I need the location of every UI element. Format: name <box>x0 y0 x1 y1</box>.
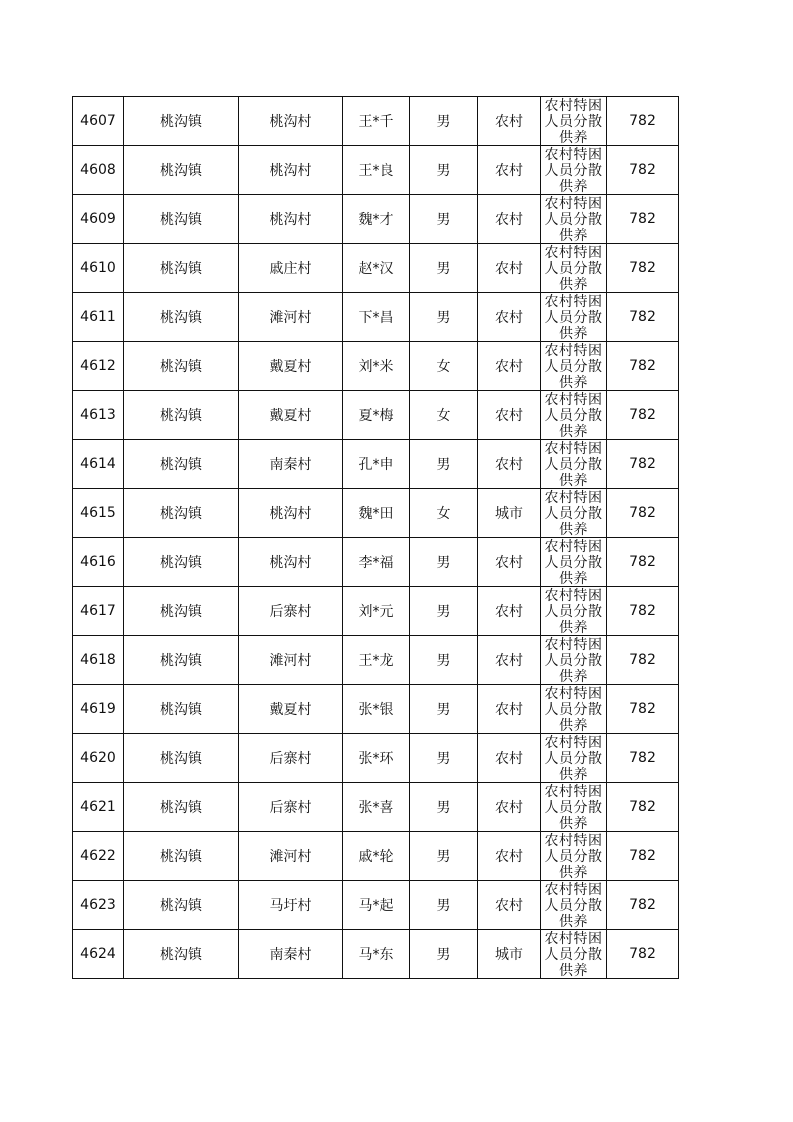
sex-cell: 女 <box>410 342 478 391</box>
village-cell: 戚庄村 <box>239 244 343 293</box>
record-id-cell: 4607 <box>73 97 124 146</box>
support-type-cell <box>541 881 607 930</box>
name-cell: 刘*元 <box>343 587 410 636</box>
table-row <box>73 734 679 783</box>
town-cell: 桃沟镇 <box>124 881 239 930</box>
town-cell: 桃沟镇 <box>124 832 239 881</box>
area-cell: 农村 <box>478 685 541 734</box>
town-cell: 桃沟镇 <box>124 146 239 195</box>
support-type-text: 农村特困人员分散供养 <box>544 147 603 194</box>
table-row <box>73 587 679 636</box>
support-type-text: 农村特困人员分散供养 <box>544 931 603 978</box>
support-type-cell <box>541 440 607 489</box>
town-cell: 桃沟镇 <box>124 489 239 538</box>
record-id-cell: 4609 <box>73 195 124 244</box>
town-cell: 桃沟镇 <box>124 734 239 783</box>
village-cell: 桃沟村 <box>239 195 343 244</box>
name-cell: 李*福 <box>343 538 410 587</box>
table-row <box>73 293 679 342</box>
record-id-cell: 4613 <box>73 391 124 440</box>
table-row <box>73 783 679 832</box>
amount-cell: 782 <box>607 195 679 244</box>
table-row <box>73 342 679 391</box>
area-cell: 农村 <box>478 342 541 391</box>
area-cell: 农村 <box>478 734 541 783</box>
table-row <box>73 832 679 881</box>
sex-cell: 男 <box>410 734 478 783</box>
area-cell: 农村 <box>478 832 541 881</box>
area-cell: 农村 <box>478 391 541 440</box>
support-type-text: 农村特困人员分散供养 <box>544 735 603 782</box>
town-cell: 桃沟镇 <box>124 342 239 391</box>
sex-cell: 男 <box>410 97 478 146</box>
town-cell: 桃沟镇 <box>124 783 239 832</box>
support-type-cell <box>541 734 607 783</box>
support-type-text: 农村特困人员分散供养 <box>544 245 603 292</box>
record-id-cell: 4608 <box>73 146 124 195</box>
sex-cell: 男 <box>410 636 478 685</box>
village-cell: 后寨村 <box>239 587 343 636</box>
table-row <box>73 930 679 979</box>
area-cell: 农村 <box>478 783 541 832</box>
name-cell: 马*东 <box>343 930 410 979</box>
support-type-text: 农村特困人员分散供养 <box>544 833 603 880</box>
sex-cell: 男 <box>410 440 478 489</box>
record-id-cell: 4616 <box>73 538 124 587</box>
name-cell: 马*起 <box>343 881 410 930</box>
town-cell: 桃沟镇 <box>124 685 239 734</box>
support-type-cell <box>541 293 607 342</box>
village-cell: 桃沟村 <box>239 538 343 587</box>
village-cell: 南秦村 <box>239 440 343 489</box>
amount-cell: 782 <box>607 244 679 293</box>
area-cell: 农村 <box>478 97 541 146</box>
support-type-text: 农村特困人员分散供养 <box>544 294 603 341</box>
village-cell: 戴夏村 <box>239 391 343 440</box>
name-cell: 戚*轮 <box>343 832 410 881</box>
amount-cell: 782 <box>607 342 679 391</box>
amount-cell: 782 <box>607 832 679 881</box>
record-id-cell: 4620 <box>73 734 124 783</box>
support-type-text: 农村特困人员分散供养 <box>544 490 603 537</box>
support-type-text: 农村特困人员分散供养 <box>544 882 603 929</box>
table-row <box>73 146 679 195</box>
support-type-cell <box>541 391 607 440</box>
support-type-cell <box>541 538 607 587</box>
sex-cell: 男 <box>410 195 478 244</box>
support-type-text: 农村特困人员分散供养 <box>544 637 603 684</box>
sex-cell: 男 <box>410 293 478 342</box>
support-type-cell <box>541 587 607 636</box>
area-cell: 农村 <box>478 538 541 587</box>
sex-cell: 男 <box>410 538 478 587</box>
name-cell: 夏*梅 <box>343 391 410 440</box>
sex-cell: 男 <box>410 930 478 979</box>
sex-cell: 女 <box>410 489 478 538</box>
amount-cell: 782 <box>607 146 679 195</box>
support-type-cell <box>541 783 607 832</box>
table-row <box>73 97 679 146</box>
record-id-cell: 4623 <box>73 881 124 930</box>
amount-cell: 782 <box>607 636 679 685</box>
support-type-cell <box>541 930 607 979</box>
record-id-cell: 4614 <box>73 440 124 489</box>
record-id-cell: 4610 <box>73 244 124 293</box>
name-cell: 张*喜 <box>343 783 410 832</box>
amount-cell: 782 <box>607 440 679 489</box>
town-cell: 桃沟镇 <box>124 244 239 293</box>
name-cell: 下*昌 <box>343 293 410 342</box>
town-cell: 桃沟镇 <box>124 97 239 146</box>
amount-cell: 782 <box>607 587 679 636</box>
village-cell: 滩河村 <box>239 293 343 342</box>
support-type-cell <box>541 146 607 195</box>
sex-cell: 女 <box>410 391 478 440</box>
name-cell: 魏*田 <box>343 489 410 538</box>
table-row <box>73 391 679 440</box>
record-id-cell: 4612 <box>73 342 124 391</box>
record-id-cell: 4617 <box>73 587 124 636</box>
village-cell: 桃沟村 <box>239 489 343 538</box>
area-cell: 农村 <box>478 195 541 244</box>
village-cell: 桃沟村 <box>239 97 343 146</box>
table-row <box>73 881 679 930</box>
support-type-text: 农村特困人员分散供养 <box>544 196 603 243</box>
town-cell: 桃沟镇 <box>124 636 239 685</box>
record-id-cell: 4611 <box>73 293 124 342</box>
village-cell: 滩河村 <box>239 832 343 881</box>
amount-cell: 782 <box>607 930 679 979</box>
support-type-cell <box>541 832 607 881</box>
name-cell: 张*环 <box>343 734 410 783</box>
town-cell: 桃沟镇 <box>124 930 239 979</box>
amount-cell: 782 <box>607 538 679 587</box>
assistance-table <box>72 96 679 979</box>
village-cell: 桃沟村 <box>239 146 343 195</box>
amount-cell: 782 <box>607 734 679 783</box>
area-cell: 城市 <box>478 489 541 538</box>
town-cell: 桃沟镇 <box>124 293 239 342</box>
area-cell: 农村 <box>478 587 541 636</box>
support-type-text: 农村特困人员分散供养 <box>544 686 603 733</box>
support-type-cell <box>541 195 607 244</box>
name-cell: 刘*米 <box>343 342 410 391</box>
amount-cell: 782 <box>607 783 679 832</box>
support-type-text: 农村特困人员分散供养 <box>544 343 603 390</box>
support-type-cell <box>541 489 607 538</box>
support-type-text: 农村特困人员分散供养 <box>544 98 603 145</box>
town-cell: 桃沟镇 <box>124 538 239 587</box>
village-cell: 后寨村 <box>239 783 343 832</box>
sex-cell: 男 <box>410 146 478 195</box>
area-cell: 城市 <box>478 930 541 979</box>
village-cell: 马圩村 <box>239 881 343 930</box>
amount-cell: 782 <box>607 293 679 342</box>
amount-cell: 782 <box>607 685 679 734</box>
table-row <box>73 440 679 489</box>
record-id-cell: 4618 <box>73 636 124 685</box>
record-id-cell: 4619 <box>73 685 124 734</box>
name-cell: 魏*才 <box>343 195 410 244</box>
town-cell: 桃沟镇 <box>124 440 239 489</box>
village-cell: 后寨村 <box>239 734 343 783</box>
name-cell: 赵*汉 <box>343 244 410 293</box>
support-type-cell <box>541 636 607 685</box>
area-cell: 农村 <box>478 244 541 293</box>
support-type-text: 农村特困人员分散供养 <box>544 392 603 439</box>
table-row <box>73 244 679 293</box>
sex-cell: 男 <box>410 881 478 930</box>
record-id-cell: 4624 <box>73 930 124 979</box>
area-cell: 农村 <box>478 440 541 489</box>
town-cell: 桃沟镇 <box>124 195 239 244</box>
amount-cell: 782 <box>607 489 679 538</box>
table-body <box>73 97 679 979</box>
table-row <box>73 489 679 538</box>
amount-cell: 782 <box>607 97 679 146</box>
area-cell: 农村 <box>478 881 541 930</box>
support-type-cell <box>541 685 607 734</box>
support-type-cell <box>541 244 607 293</box>
table-row <box>73 538 679 587</box>
sex-cell: 男 <box>410 587 478 636</box>
record-id-cell: 4615 <box>73 489 124 538</box>
table-row <box>73 685 679 734</box>
name-cell: 王*千 <box>343 97 410 146</box>
support-type-text: 农村特困人员分散供养 <box>544 588 603 635</box>
name-cell: 张*银 <box>343 685 410 734</box>
table-row <box>73 195 679 244</box>
village-cell: 戴夏村 <box>239 685 343 734</box>
support-type-cell <box>541 342 607 391</box>
support-type-text: 农村特困人员分散供养 <box>544 539 603 586</box>
sex-cell: 男 <box>410 783 478 832</box>
area-cell: 农村 <box>478 636 541 685</box>
amount-cell: 782 <box>607 881 679 930</box>
village-cell: 滩河村 <box>239 636 343 685</box>
village-cell: 戴夏村 <box>239 342 343 391</box>
sex-cell: 男 <box>410 244 478 293</box>
town-cell: 桃沟镇 <box>124 391 239 440</box>
name-cell: 王*良 <box>343 146 410 195</box>
amount-cell: 782 <box>607 391 679 440</box>
name-cell: 孔*申 <box>343 440 410 489</box>
support-type-cell <box>541 97 607 146</box>
name-cell: 王*龙 <box>343 636 410 685</box>
record-id-cell: 4621 <box>73 783 124 832</box>
area-cell: 农村 <box>478 293 541 342</box>
sex-cell: 男 <box>410 832 478 881</box>
support-type-text: 农村特困人员分散供养 <box>544 441 603 488</box>
sex-cell: 男 <box>410 685 478 734</box>
table-row <box>73 636 679 685</box>
village-cell: 南秦村 <box>239 930 343 979</box>
record-id-cell: 4622 <box>73 832 124 881</box>
support-type-text: 农村特困人员分散供养 <box>544 784 603 831</box>
town-cell: 桃沟镇 <box>124 587 239 636</box>
area-cell: 农村 <box>478 146 541 195</box>
